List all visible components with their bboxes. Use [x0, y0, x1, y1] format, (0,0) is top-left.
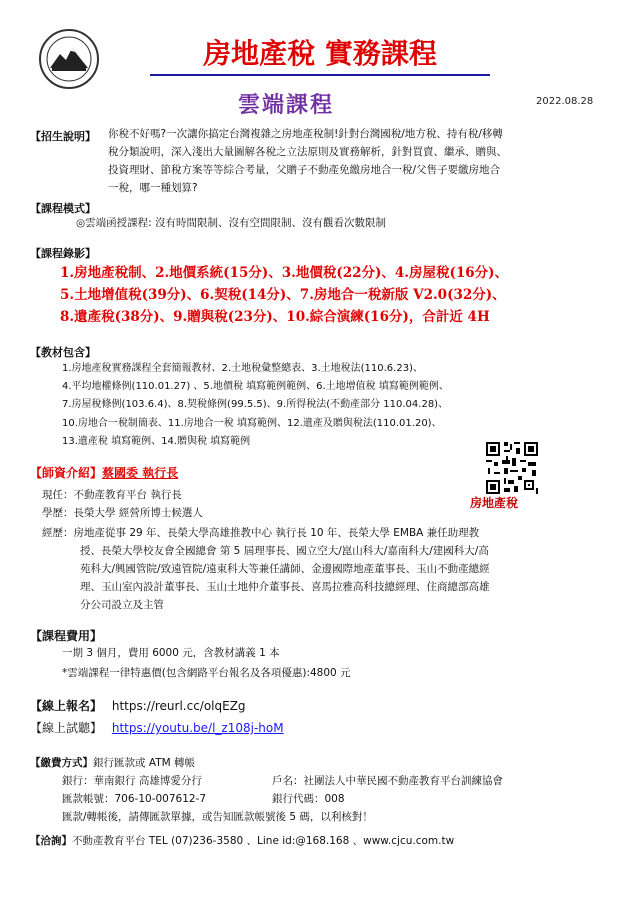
recording-line: 8.遺產稅(38分)、9.贈與稅(23分)、10.綜合演練(16分)，合計近 4H [60, 309, 490, 325]
material-line: 7.房屋稅條例(103.6.4)、8.契稅條例(99.5.5)、9.所得稅法(不動產部分 110.04.28)、 [62, 399, 449, 411]
payment-account-name: 戶名：社團法人中華民國不動產教育平台訓練協會 [272, 775, 503, 787]
materials-list [62, 360, 449, 451]
trial-link[interactable]: https://youtu.be/l_z108j-hoM [111, 721, 284, 735]
page-subtitle: 雲端課程 [238, 93, 335, 118]
recordings-list [60, 262, 508, 328]
payment-account-no: 匯款帳號：706-10-007612-7 [62, 793, 207, 805]
recording-line: 5.土地增值稅(39分)、6.契稅(14分)、7.房地合一稅新版 V2.0(32分)、 [60, 287, 506, 303]
payment-header [30, 754, 195, 772]
teacher-current: 現任：不動產教育平台 執行長 [42, 489, 182, 501]
page-title: 房地產稅 實務課程 [150, 32, 490, 76]
qr-caption: 房地產稅 [470, 496, 519, 510]
signup-row [30, 697, 246, 714]
contact-label: 【洽詢】 [30, 835, 72, 847]
payment-bank: 銀行：華南銀行 高雄博愛分行 [62, 775, 202, 787]
fee-label: 【課程費用】 [30, 629, 103, 643]
teacher-header [30, 464, 178, 481]
material-line: 4.平均地權條例(110.01.27) 、5.地價稅 填寫範例範例、6.土地增值稅 填寫範例範例、 [62, 381, 449, 393]
trial-row [30, 719, 284, 736]
admission-line: 一稅，哪一種划算? [108, 182, 198, 194]
teacher-experience [42, 524, 490, 614]
contact-text[interactable]: 不動產教育平台 TEL (07)236-3580 、Line id:@168.168 、www.cjcu.com.tw [72, 835, 455, 847]
materials-label: 【教材包含】 [30, 346, 96, 359]
experience-line: 經歷：房地產從事 29 年、長榮大學高雄推教中心 執行長 10 年、長榮大學 EMBA 兼任助理教 [42, 527, 480, 539]
organization-logo [38, 28, 100, 90]
admission-line: 投資理財、節稅方案等等綜合考量，父贈子不動產免繳房地合一稅/父售子要繳房地合 [108, 164, 501, 176]
material-line: 10.房地合一稅制簡表、11.房地合一稅 填寫範例、12.遺產及贈與稅法(110.01.20)、 [62, 417, 442, 429]
teacher-name: 蔡國委 執行長 [102, 466, 179, 480]
admission-label: 【招生說明】 [30, 130, 96, 143]
experience-line: 理、玉山室內設計董事長、玉山土地仲介董事長、喜馬拉雅高科技總經理、住商總部高雄 [80, 581, 490, 593]
recordings-label: 【課程錄影】 [30, 247, 96, 260]
experience-line: 授、長榮大學校友會全國總會 第 5 屆理事長、國立空大/崑山科大/嘉南科大/建國科大/高 [80, 545, 489, 557]
admission-text [108, 125, 608, 197]
payment-method: 銀行匯款或 ATM 轉帳 [93, 757, 196, 769]
teacher-education: 學歷：長榮大學 經營所博士候選人 [42, 507, 203, 519]
payment-note: 匯款/轉帳後，請傳匯款單據，或告知匯款帳號後 5 碼，以利核對！ [62, 811, 373, 823]
trial-label: 【線上試聽】 [30, 721, 103, 735]
recording-line: 1.房地產稅制、2.地價系統(15分)、3.地價稅(22分)、4.房屋稅(16分)、 [60, 265, 509, 281]
signup-link[interactable]: https://reurl.cc/olqEZg [111, 699, 246, 713]
payment-bank-code: 銀行代碼：008 [272, 793, 345, 805]
material-line: 1.房地產稅實務課程全套簡報教材、2.土地稅彙整總表、3.土地稅法(110.6.23)、 [62, 363, 423, 374]
fee-line-1: 一期 3 個月，費用 6000 元，含教材講義 1 本 [62, 647, 280, 659]
admission-line: 你稅不好嗎?一次讓你搞定台灣複雜之房地產稅制!針對台灣國稅/地方稅、持有稅/移轉 [108, 128, 503, 140]
signup-label: 【線上報名】 [30, 699, 103, 713]
experience-line: 分公司設立及主管 [80, 599, 164, 611]
contact-row [30, 832, 454, 850]
fee-line-2: *雲端課程一律特惠價(包含網路平台報名及各項優惠):4800 元 [62, 667, 351, 679]
experience-line: 苑科大/興國管院/致遠管院/遠東科大等兼任講師、金邊國際地產董事長、玉山不動產總經 [80, 563, 490, 575]
document-date: 2022.08.28 [536, 96, 594, 107]
mode-text: ◎雲端函授課程: 沒有時間限制、沒有空間限制、沒有觀看次數限制 [76, 217, 387, 229]
payment-label: 【繳費方式】 [30, 757, 93, 769]
admission-line: 稅分類說明，深入淺出大量圖解各稅之立法原則及實務解析，針對買賣、繼承、贈與、 [108, 146, 507, 158]
teacher-label: 【師資介紹】 [30, 466, 103, 480]
qr-code[interactable] [484, 440, 540, 496]
mode-label: 【課程模式】 [30, 202, 96, 215]
material-line: 13.遺產稅 填寫範例、14.贈與稅 填寫範例 [62, 435, 251, 447]
